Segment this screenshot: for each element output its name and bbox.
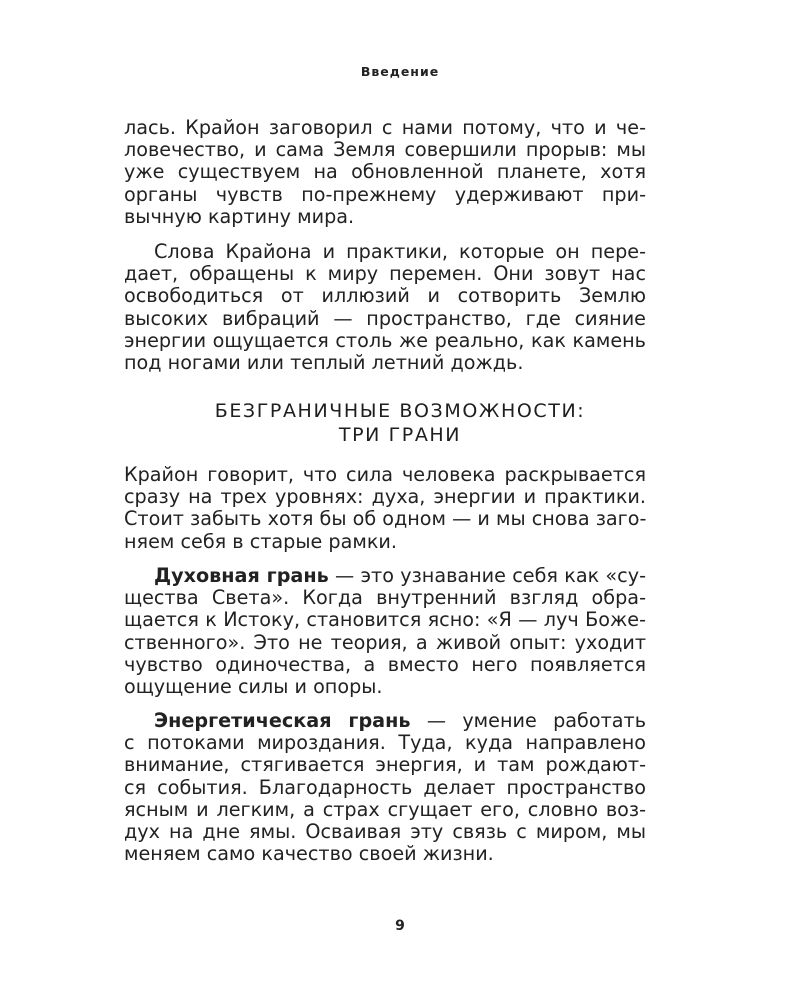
paragraph-line: внимание, стягивается энергия, и там рождают- (124, 753, 646, 777)
paragraph-line: с потоками мироздания. Туда, куда направлено (124, 731, 646, 755)
term-energy-facet: Энергетическая грань (154, 709, 411, 732)
paragraph-line: вычную картину мира. (124, 204, 355, 228)
section-title-line-1: БЕЗГРАНИЧНЫЕ ВОЗМОЖНОСТИ: (214, 400, 586, 422)
paragraph-1 (124, 117, 646, 228)
paragraph-line: меняем само качество своей жизни. (124, 842, 494, 866)
section-title (0, 399, 800, 447)
paragraph-line: дух на дне ямы. Осваивая эту связь с миром, мы (124, 820, 646, 844)
term-spiritual-facet: Духовная грань (154, 564, 329, 587)
paragraph-line: щества Света». Когда внутренний взгляд обра- (124, 586, 646, 610)
paragraph-first-line (124, 565, 646, 587)
paragraph-line: чувство одиночества, а вместо него появляется (124, 652, 646, 676)
paragraph-line: Слова Крайона и практики, которые он пере- (154, 240, 646, 263)
paragraph-line: Крайон говорит, что сила человека раскрывается (124, 463, 646, 486)
paragraph-2 (124, 241, 646, 374)
paragraph-line: Стоит забыть хотя бы об одном — и мы снова заго- (124, 507, 647, 531)
paragraph-line: ясным и легким, а страх сгущает его, словно воз- (124, 797, 646, 821)
paragraph-line: щается к Истоку, становится ясно: «Я — луч Боже- (124, 608, 646, 632)
paragraph-line: под ногами или теплый летний дождь. (124, 351, 524, 375)
paragraph-line-rest: — умение работать (410, 709, 646, 732)
paragraph-line: органы чувств по-прежнему удерживают при- (124, 182, 646, 206)
paragraph-line: уже существуем на обновленной планете, хотя (124, 160, 646, 184)
paragraph-line: сразу на трех уровнях: духа, энергии и практики. (124, 485, 646, 509)
paragraph-line-rest: — это узнавание себя как «су- (328, 564, 646, 587)
paragraph-line: ловечество, и сама Земля совершили прорыв: мы (124, 138, 646, 162)
paragraph-5 (124, 710, 646, 865)
paragraph-first-line (124, 710, 646, 732)
paragraph-line: ощущение силы и опоры. (124, 675, 383, 699)
paragraph-line: освободиться от иллюзий и сотворить Землю (124, 284, 646, 308)
section-title-line-2: ТРИ ГРАНИ (338, 424, 462, 446)
paragraph-line: ственного». Это не теория, а живой опыт: уходит (124, 630, 646, 654)
paragraph-line: ся события. Благодарность делает пространство (124, 775, 646, 799)
paragraph-line: высоких вибраций — пространство, где сияние (124, 306, 646, 330)
paragraph-3 (124, 464, 646, 553)
paragraph-4 (124, 565, 646, 698)
page-number: 9 (395, 918, 405, 934)
paragraph-line: лась. Крайон заговорил с нами потому, что и че- (124, 116, 646, 139)
paragraph-line: энергии ощущается столь же реально, как камень (124, 328, 646, 352)
paragraph-line: дает, обращены к миру перемен. Они зовут нас (124, 262, 646, 286)
paragraph-line: няем себя в старые рамки. (124, 529, 397, 553)
running-head: Введение (360, 64, 440, 79)
